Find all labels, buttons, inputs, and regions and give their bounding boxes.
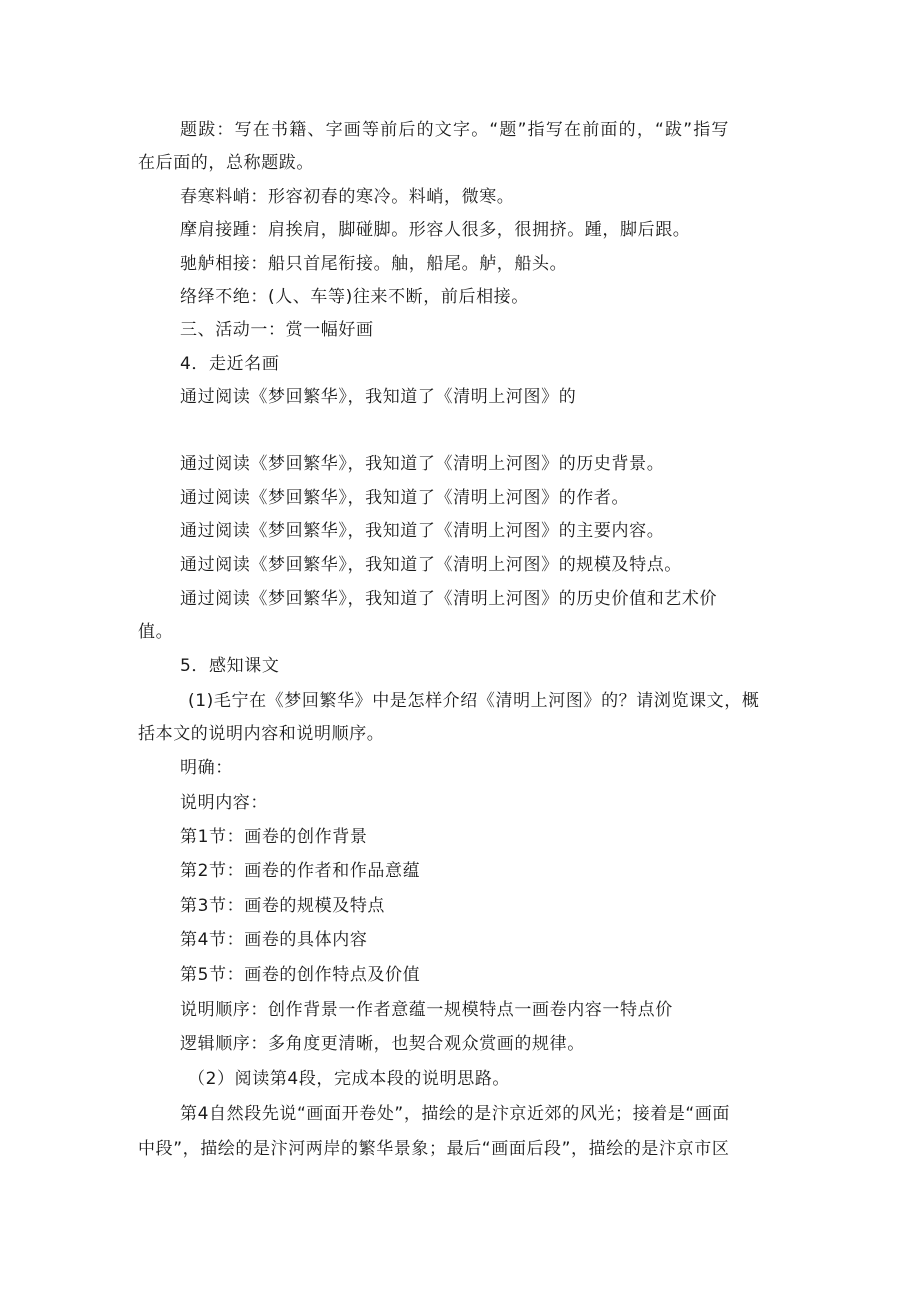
text-line: 说明内容：	[180, 793, 268, 813]
text-line: 第1节：画卷的创作背景	[180, 827, 368, 847]
text-line: 中段”，描绘的是汴河两岸的繁华景象；最后“画面后段”，描绘的是汴京市区	[138, 1139, 730, 1159]
text-line: 通过阅读《梦回繁华》，我知道了《清明上河图》的历史价值和艺术价	[180, 589, 718, 609]
text-line: 第3节：画卷的规模及特点	[180, 896, 386, 916]
text-line: 第2节：画卷的作者和作品意蕴	[180, 861, 421, 881]
subsection-heading: 4．走近名画	[180, 354, 280, 374]
text-line: 第4节：画卷的具体内容	[180, 930, 368, 950]
section-heading: 三、活动一：赏一幅好画	[180, 320, 374, 340]
text-line: 第4自然段先说“画面开卷处”，描绘的是汴京近郊的风光；接着是“画面	[180, 1104, 731, 1124]
text-line: 题跋：写在书籍、字画等前后的文字。“题”指写在前面的，“跋”指写	[180, 120, 730, 140]
text-line: 通过阅读《梦回繁华》，我知道了《清明上河图》的作者。	[180, 488, 630, 508]
text-line: 春寒料峭：形容初春的寒冷。料峭，微寒。	[180, 187, 515, 207]
text-line: 通过阅读《梦回繁华》，我知道了《清明上河图》的	[180, 387, 577, 407]
text-line: 括本文的说明内容和说明顺序。	[138, 724, 385, 744]
text-line: 值。	[138, 622, 174, 642]
text-line: 摩肩接踵：肩挨肩，脚碰脚。形容人很多，很拥挤。踵，脚后跟。	[180, 220, 691, 240]
text-line: 逻辑顺序：多角度更清晰，也契合观众赏画的规律。	[180, 1034, 585, 1054]
text-line: 络绎不绝：(人、车等)往来不断，前后相接。	[180, 287, 529, 307]
text-line: 在后面的，总称题跋。	[138, 153, 314, 173]
text-line: 说明顺序：创作背景一作者意蕴一规模特点一画卷内容一特点价	[180, 1000, 673, 1020]
text-line: 明确：	[180, 758, 233, 778]
text-line: (1)毛宁在《梦回繁华》中是怎样介绍《清明上河图》的？请浏览课文，概	[188, 691, 760, 711]
text-line: （2）阅读第4段，完成本段的说明思路。	[188, 1069, 511, 1089]
subsection-heading: 5．感知课文	[180, 656, 280, 676]
text-line: 通过阅读《梦回繁华》，我知道了《清明上河图》的主要内容。	[180, 521, 665, 541]
text-line: 通过阅读《梦回繁华》，我知道了《清明上河图》的规模及特点。	[180, 555, 682, 575]
text-line: 驰舻相接：船只首尾衔接。舳，船尾。舻，船头。	[180, 254, 568, 274]
text-line: 第5节：画卷的创作特点及价值	[180, 965, 421, 985]
text-line: 通过阅读《梦回繁华》，我知道了《清明上河图》的历史背景。	[180, 454, 665, 474]
